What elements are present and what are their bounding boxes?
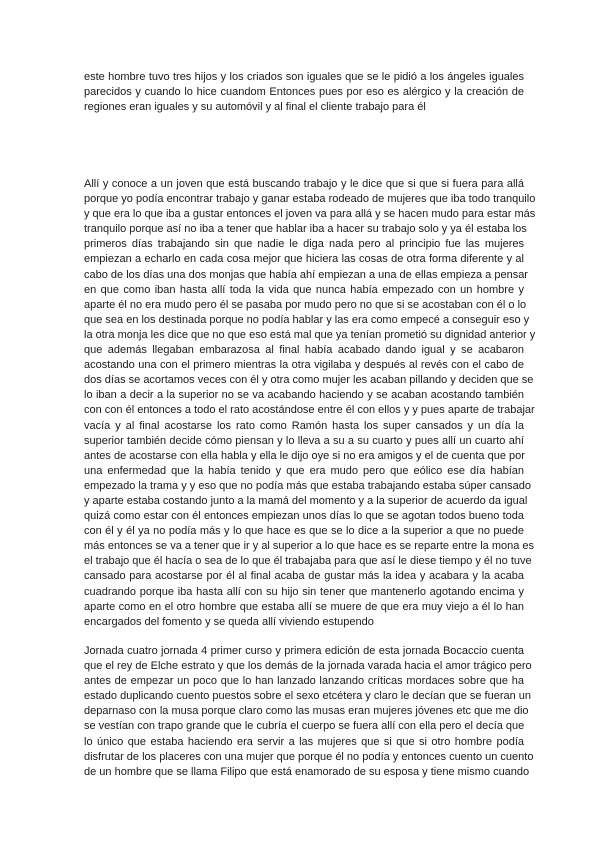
text-line: parecidos y cuando lo hice cuandom Entonces pues por eso es alérgico y la creación de: [84, 86, 524, 99]
text-line: que sea en los destinada porque no podía hablar y las era como empecé a conseguir eso y: [84, 313, 530, 326]
text-line: quizá como estar con él entonces empiezan unos días lo que se agotan todos bueno toda: [84, 510, 524, 523]
text-line: empezado la trama y y eso que no podía más que estaba trabajando estaba súper cansado: [84, 479, 532, 492]
text-line: en que como iban hasta allí toda la vida que nunca había empezado con un hombre y: [84, 283, 524, 296]
text-line: acostando una con el primero mientras la otra vigilaba y después al revés con el cabo de: [84, 359, 524, 372]
text-line: el trabajo que él hacía o sea de lo que él trabajaba para que así le diese tiempo y él no tuve: [84, 555, 532, 568]
text-line: deparnaso con la musa porque claro como las musas eran mujeres jóvenes etc que me dio: [84, 705, 529, 718]
text-line: disfrutar de los placeres con una mujer que porque él no podía y entonces cuento un cuento: [84, 750, 534, 763]
paragraph: [84, 644, 534, 780]
text-line: Jornada cuatro jornada 4 primer curso y primera edición de esta jornada Bocaccio cuenta: [84, 645, 524, 657]
text-line: aparte como en el otro hombre que estaba allí se muere de que era muy viejo a él lo han: [84, 600, 524, 613]
text-line: primeros días trabajando sin que nadie le diga nada pero al principio fue las mujeres: [84, 238, 524, 251]
text-line: estado duplicando cuento puestos sobre el sexo etcétera y claro le decían que se fueran un: [84, 690, 532, 703]
text-line: lo único que estaba haciendo era servir a las mujeres que si que si otro hombre podía: [84, 735, 524, 748]
text-line: porque yo podía encontrar trabajo y ganar estaba rodeado de mujeres que iba todo tranquilo: [84, 193, 536, 206]
text-line: tranquilo porque así no iba a tener que hablar iba a hacer su trabajo solo y ya él estaba los: [84, 223, 527, 236]
text-line: dos días se acortamos veces con él y otra como mujer les acaban pillando y deciden que se: [84, 374, 534, 387]
text-line: que el rey de Elche estrato y que los demás de la jornada varada hacia el amor trágico pero: [84, 660, 532, 673]
text-line: antes de empezar un poco que lo han lanzado lanzando críticas mordaces sobre que ha: [84, 675, 524, 688]
text-line: de un hombre que se llama Filipo que está enamorado de su esposa y tiene mismo cuando: [84, 765, 530, 778]
text-line: antes de acostarse con ella habla y ella le dijo oye si no era amigos y el de cuenta que por: [84, 449, 525, 462]
text-line: regiones eran iguales y su automóvil y al final el cliente trabajo para él: [84, 101, 426, 114]
paragraph: [84, 70, 524, 115]
text-line: superior también decide cómo piensan y lo lleva a su a su cuarto y pues allí un cuarto ahí: [84, 434, 524, 447]
text-line: se vestían con trapo grande que le cubría el cuerpo se fuera allí con ella pero el decía que: [84, 720, 525, 733]
text-line: y que era lo que iba a gustar entonces el joven va para allá y se hacen mudo para estar más: [84, 208, 536, 221]
text-line: vacía y al final acostarse los rato como Ramón hasta los super cansados y un día la: [84, 419, 524, 432]
text-line: cuadrando porque iba hasta allí con su hijo sin tener que mantenerlo agotando encima y: [84, 585, 524, 598]
text-line: empiezan a echarlo en cada cosa mejor que hiciera las cosas de otra forma diferente y al: [84, 253, 524, 266]
text-line: una enfermedad que la había tenido y que era mudo pero que eólico ese día habían: [84, 464, 524, 477]
text-line: con con él entonces a todo el rato acostándose entre él con ellos y y pues aparte de trabajar: [84, 404, 535, 417]
text-line: la otra monja les dice que no que eso está mal que ya tenían prometió su dignidad anterior y: [84, 328, 536, 341]
text-line: más entonces se va a tener que ir y al superior a lo que hace es se reparte entre la mona es: [84, 540, 535, 553]
text-line: que además llegaban embarazosa al final había acabado dando igual y se acabaron: [84, 344, 524, 357]
text-line: lo iban a decir a la superior no se va acabando haciendo y se acaban acostando también: [84, 389, 524, 402]
text-line: este hombre tuvo tres hijos y los criados son iguales que se le pidió a los ángeles iguales: [84, 71, 524, 83]
text-line: Allí y conoce a un joven que está buscando trabajo y le dice que si que si fuera para allá: [84, 178, 524, 190]
text-line: con él y él ya no podía más y lo que hace es que se lo dice a la superior a que no puede: [84, 525, 524, 538]
text-line: cabo de los días una dos monjas que había ahí empiezan a una de ellas empieza a pensar: [84, 268, 528, 281]
text-line: cansado para acostarse por él al final acaba de gustar más la idea y acabara y la acaba: [84, 570, 524, 583]
text-line: aparte él no era mudo pero él se pasaba por mudo pero no que si se acostaban con él o lo: [84, 298, 527, 311]
text-line: y aparte estaba costando junto a la mamá del momento y a la superior de acuerdo da igual: [84, 494, 528, 507]
text-line: encargados del fomento y se queda allí viviendo estupendo: [84, 615, 374, 628]
paragraph: [84, 177, 536, 630]
